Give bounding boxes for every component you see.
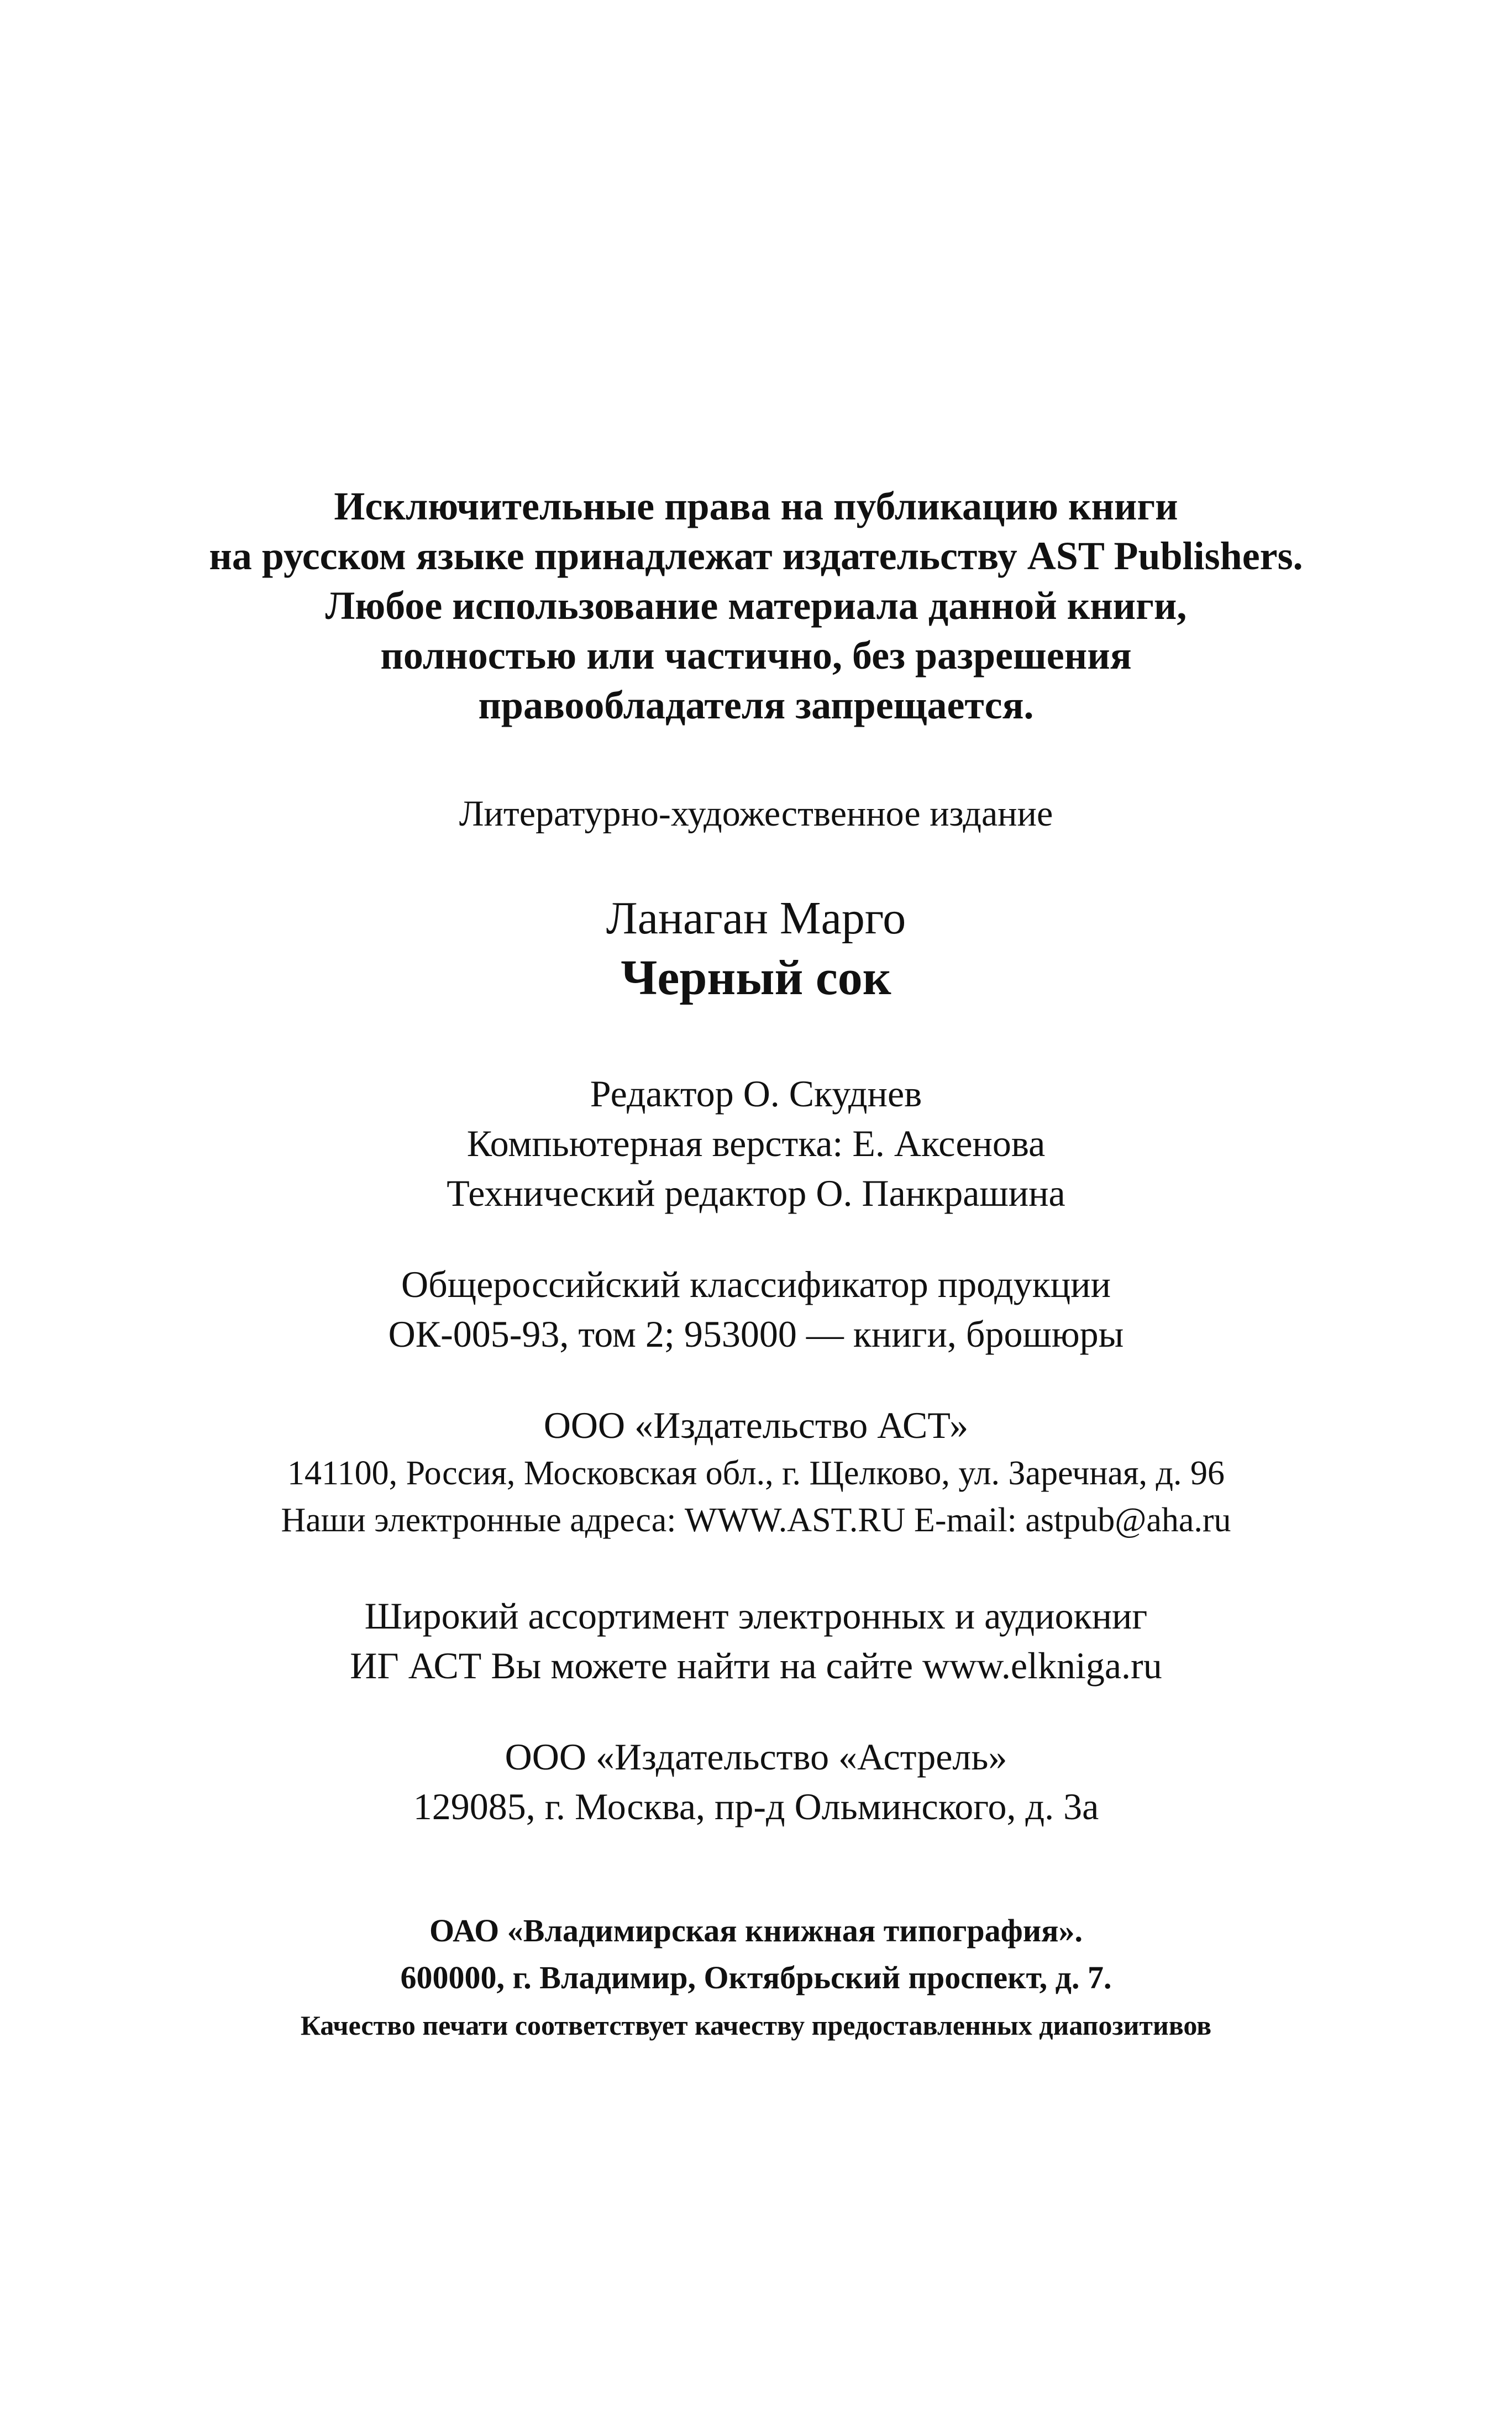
ebooks-line-2: ИГ АСТ Вы можете найти на сайте www.elkniga.ru <box>350 1645 1162 1687</box>
printer-address: 600000, г. Владимир, Октябрьский проспект, д. 7. <box>400 1960 1112 1995</box>
printer-name: ОАО «Владимирская книжная типография». <box>429 1913 1083 1948</box>
rights-line-2: на русском языке принадлежат издательству AST Publishers. <box>209 534 1303 578</box>
credit-tech-editor: Технический редактор О. Панкрашина <box>447 1172 1065 1214</box>
publisher-astrel-address: 129085, г. Москва, пр-д Ольминского, д. 3а <box>413 1785 1099 1827</box>
classifier-line-2: ОК-005-93, том 2; 953000 — книги, брошюры <box>388 1313 1124 1355</box>
publisher-astrel-name: ООО «Издательство «Астрель» <box>505 1736 1007 1778</box>
publisher-ast-name: ООО «Издательство АСТ» <box>543 1404 969 1446</box>
book-title: Черный сок <box>621 950 891 1005</box>
edition-genre: Литературно-художественное издание <box>459 794 1053 834</box>
credit-layout: Компьютерная верстка: Е. Аксенова <box>466 1122 1046 1164</box>
publisher-ast-contacts: Наши электронные адреса: WWW.AST.RU E-mail: astpub@aha.ru <box>281 1501 1231 1539</box>
rights-line-3: Любое использование материала данной книги, <box>325 584 1187 628</box>
rights-line-4: полностью или частично, без разрешения <box>380 633 1132 677</box>
classifier-line-1: Общероссийский классификатор продукции <box>401 1263 1111 1305</box>
book-author: Ланаган Марго <box>606 892 906 944</box>
ebooks-line-1: Широкий ассортимент электронных и аудиокниг <box>364 1595 1148 1637</box>
rights-line-1: Исключительные права на публикацию книги <box>334 484 1178 528</box>
credit-editor: Редактор О. Скуднев <box>590 1073 922 1115</box>
rights-line-5: правообладателя запрещается. <box>478 683 1034 727</box>
printer-quality-note: Качество печати соответствует качеству предоставленных диапозитивов <box>300 2010 1212 2041</box>
publisher-ast-address: 141100, Россия, Московская обл., г. Щелково, ул. Заречная, д. 96 <box>287 1454 1225 1492</box>
